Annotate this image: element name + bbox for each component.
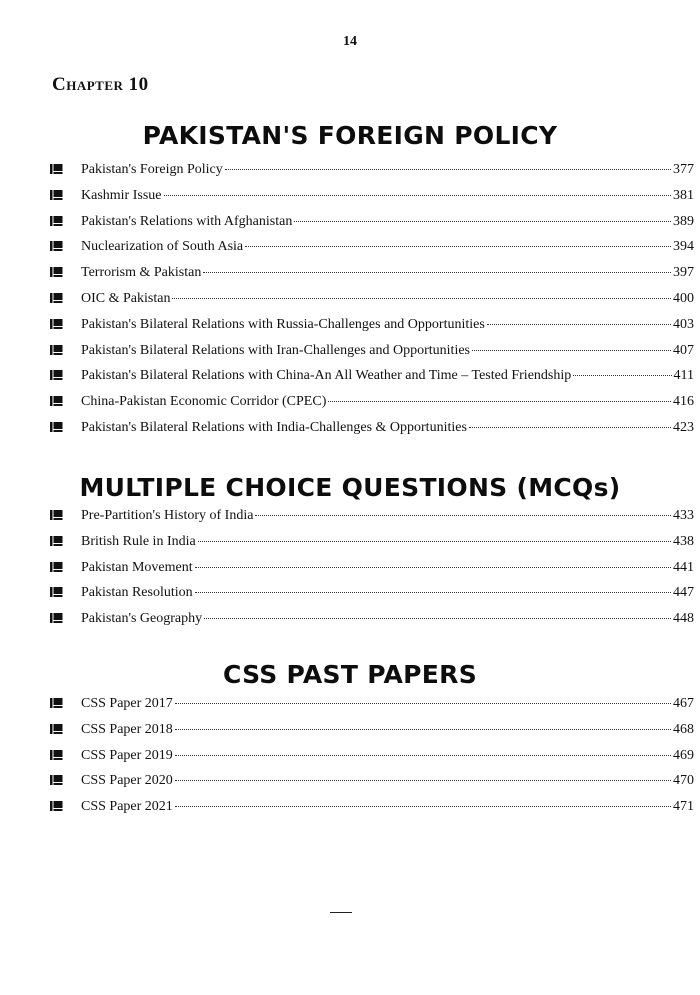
toc-item-title: Pakistan's Bilateral Relations with Iran-Challenges and Opportunities xyxy=(81,342,470,358)
page-number: 14 xyxy=(343,34,357,49)
toc-item-title: CSS Paper 2018 xyxy=(81,721,173,737)
book-icon xyxy=(50,801,63,811)
toc-item-page: 469 xyxy=(673,747,694,763)
dot-leader xyxy=(203,272,671,273)
toc-item-page: 438 xyxy=(673,533,694,549)
toc-item-title: CSS Paper 2020 xyxy=(81,773,173,789)
book-icon xyxy=(50,370,63,380)
toc-item[interactable] xyxy=(50,214,694,240)
dot-leader xyxy=(175,755,671,756)
toc-item[interactable] xyxy=(50,162,694,188)
toc-item[interactable] xyxy=(50,317,694,343)
toc-item[interactable] xyxy=(50,291,694,317)
dot-leader xyxy=(294,221,671,222)
toc-item[interactable] xyxy=(50,343,694,369)
toc-item-page: 441 xyxy=(673,559,694,575)
toc-item[interactable] xyxy=(50,585,694,611)
toc-item[interactable] xyxy=(50,508,694,534)
book-icon xyxy=(50,293,63,303)
book-icon xyxy=(50,724,63,734)
toc-item-title: British Rule in India xyxy=(81,533,196,549)
book-icon xyxy=(50,216,63,226)
toc-list-past-papers xyxy=(50,696,694,825)
toc-item-page: 447 xyxy=(673,585,694,601)
section-title-foreign-policy: PAKISTAN'S FOREIGN POLICY xyxy=(142,121,558,150)
toc-item[interactable] xyxy=(50,560,694,586)
book-icon xyxy=(50,562,63,572)
toc-item-title: China-Pakistan Economic Corridor (CPEC) xyxy=(81,394,327,410)
toc-item[interactable] xyxy=(50,696,694,722)
dot-leader xyxy=(164,195,672,196)
toc-item[interactable] xyxy=(50,239,694,265)
dot-leader xyxy=(198,541,671,542)
toc-item-title: Pakistan's Geography xyxy=(81,611,203,627)
toc-item-page: 377 xyxy=(673,162,694,177)
dot-leader xyxy=(245,246,671,247)
book-icon xyxy=(50,267,63,277)
toc-list-mcqs xyxy=(50,508,694,637)
toc-item-page: 400 xyxy=(673,290,694,306)
toc-item-title: Nuclearization of South Asia xyxy=(81,239,244,255)
book-icon xyxy=(50,396,63,406)
toc-item-page: 411 xyxy=(673,368,694,384)
toc-item-title: CSS Paper 2019 xyxy=(81,747,173,763)
toc-item-title: Pakistan Movement xyxy=(81,559,193,575)
book-icon xyxy=(50,536,63,546)
book-icon xyxy=(50,190,63,200)
book-icon xyxy=(50,345,63,355)
toc-item-page: 433 xyxy=(673,508,694,523)
toc-item[interactable] xyxy=(50,799,694,825)
toc-item-title: Pakistan Resolution xyxy=(81,585,193,601)
toc-item-title: CSS Paper 2017 xyxy=(81,696,173,711)
book-icon xyxy=(50,241,63,251)
toc-item-page: 471 xyxy=(673,799,694,815)
book-icon xyxy=(50,510,63,520)
toc-item-page: 448 xyxy=(673,611,694,627)
toc-item-page: 397 xyxy=(673,265,694,281)
dot-leader xyxy=(487,324,671,325)
dot-leader xyxy=(225,169,671,170)
dot-leader xyxy=(175,806,671,807)
book-icon xyxy=(50,319,63,329)
toc-item-title: Pre-Partition's History of India xyxy=(81,508,254,523)
toc-item-title: Kashmir Issue xyxy=(81,187,162,203)
toc-item-page: 467 xyxy=(673,696,694,711)
toc-item[interactable] xyxy=(50,265,694,291)
toc-item[interactable] xyxy=(50,394,694,420)
toc-item[interactable] xyxy=(50,368,694,394)
footer-rule xyxy=(330,912,352,913)
dot-leader xyxy=(469,427,671,428)
section-title-past-papers: CSS PAST PAPERS xyxy=(222,660,478,689)
section-title-mcqs: MULTIPLE CHOICE QUESTIONS (MCQs) xyxy=(79,473,621,502)
toc-item-title: OIC & Pakistan xyxy=(81,290,171,306)
dot-leader xyxy=(175,703,671,704)
toc-item-page: 416 xyxy=(673,394,694,410)
toc-item-page: 381 xyxy=(673,187,694,203)
toc-item-page: 394 xyxy=(673,239,694,255)
toc-item-page: 470 xyxy=(673,773,694,789)
dot-leader xyxy=(472,350,671,351)
dot-leader xyxy=(195,567,671,568)
book-icon xyxy=(50,750,63,760)
toc-item-title: CSS Paper 2021 xyxy=(81,799,173,815)
book-icon xyxy=(50,587,63,597)
dot-leader xyxy=(172,298,671,299)
toc-item-page: 389 xyxy=(673,213,694,229)
toc-item-page: 468 xyxy=(673,721,694,737)
toc-item-title: Pakistan's Bilateral Relations with China-An All Weather and Time – Tested Friendship xyxy=(81,368,572,384)
dot-leader xyxy=(255,515,671,516)
toc-item[interactable] xyxy=(50,188,694,214)
book-icon xyxy=(50,775,63,785)
dot-leader xyxy=(175,780,671,781)
chapter-heading: Chapter 10 xyxy=(52,74,149,95)
dot-leader xyxy=(204,618,671,619)
toc-list-foreign-policy xyxy=(50,162,694,446)
book-icon xyxy=(50,164,63,174)
book-icon xyxy=(50,422,63,432)
toc-item-page: 423 xyxy=(673,419,694,435)
toc-item-title: Terrorism & Pakistan xyxy=(81,265,202,281)
toc-item-page: 407 xyxy=(673,342,694,358)
toc-item[interactable] xyxy=(50,611,694,637)
dot-leader xyxy=(573,375,671,376)
toc-item-title: Pakistan's Foreign Policy xyxy=(81,162,223,177)
toc-item-page: 403 xyxy=(673,316,694,332)
toc-item-title: Pakistan's Bilateral Relations with Russia-Challenges and Opportunities xyxy=(81,316,485,332)
toc-item-title: Pakistan's Bilateral Relations with India-Challenges & Opportunities xyxy=(81,419,467,435)
toc-item[interactable] xyxy=(50,722,694,748)
toc-item[interactable] xyxy=(50,420,694,446)
book-icon xyxy=(50,613,63,623)
toc-item-title: Pakistan's Relations with Afghanistan xyxy=(81,213,293,229)
dot-leader xyxy=(328,401,671,402)
toc-item[interactable] xyxy=(50,773,694,799)
dot-leader xyxy=(195,592,671,593)
dot-leader xyxy=(175,729,671,730)
toc-item[interactable] xyxy=(50,748,694,774)
toc-item[interactable] xyxy=(50,534,694,560)
book-icon xyxy=(50,698,63,708)
